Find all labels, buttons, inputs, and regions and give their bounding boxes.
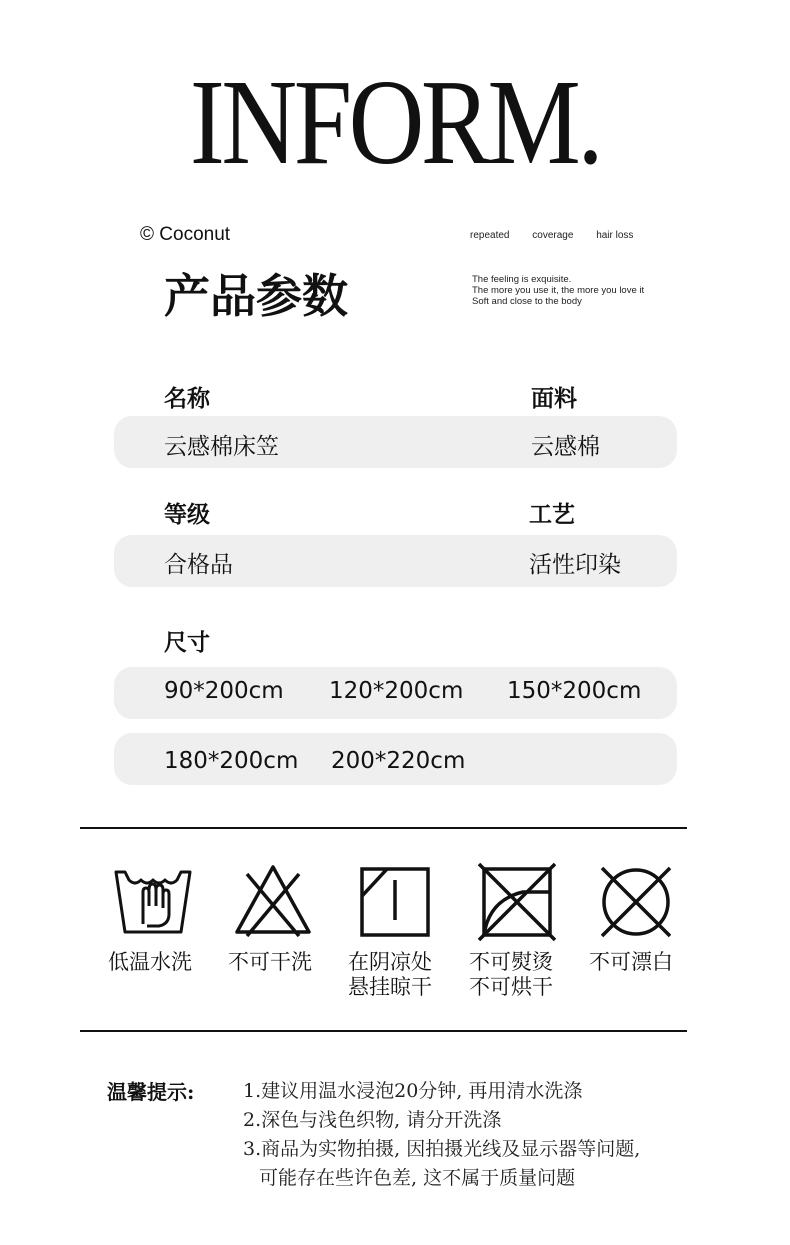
care-line: 不可干洗 xyxy=(228,950,312,974)
tip-item: 2.深色与浅色织物, 请分开洗涤 xyxy=(243,1109,502,1131)
no-dry-clean-icon xyxy=(233,862,313,942)
care-label-no-iron xyxy=(456,950,566,1000)
care-line: 不可熨烫 xyxy=(469,950,553,974)
size-option: 90*200cm xyxy=(164,678,284,704)
care-label-shade-dry xyxy=(335,950,445,1000)
grade-value: 合格品 xyxy=(164,552,233,578)
craft-value: 活性印染 xyxy=(529,552,621,578)
tip-item: 3.商品为实物拍摄, 因拍摄光线及显示器等问题, xyxy=(243,1138,641,1160)
no-bleach-icon xyxy=(596,862,676,942)
tagline xyxy=(472,274,644,307)
tip-item: 可能存在些许色差, 这不属于质量问题 xyxy=(259,1167,576,1189)
name-label: 名称 xyxy=(164,386,210,412)
fabric-value: 云感棉 xyxy=(531,434,600,460)
section-title: 产品参数 xyxy=(164,269,348,323)
care-label-no-bleach xyxy=(576,950,686,975)
tip-item: 1.建议用温水浸泡20分钟, 再用清水洗涤 xyxy=(243,1080,583,1102)
no-iron-no-tumble-icon xyxy=(477,862,557,942)
tagline-line-3: Soft and close to the body xyxy=(472,296,582,307)
tips-list xyxy=(243,1077,640,1193)
care-line: 低温水洗 xyxy=(108,950,192,974)
name-value: 云感棉床笠 xyxy=(164,434,279,460)
fabric-label: 面料 xyxy=(531,386,577,412)
tips-title: 温馨提示: xyxy=(107,1080,195,1104)
tag-list xyxy=(470,230,653,241)
hand-wash-icon xyxy=(113,862,193,942)
care-line: 悬挂晾干 xyxy=(348,975,432,999)
divider-top xyxy=(80,827,687,829)
care-line: 不可烘干 xyxy=(469,975,553,999)
brand-name: © Coconut xyxy=(140,224,231,245)
tag-coverage: coverage xyxy=(532,230,574,241)
tagline-line-1: The feeling is exquisite. xyxy=(472,274,572,285)
care-line: 在阴凉处 xyxy=(348,950,432,974)
shade-dry-icon xyxy=(355,862,435,942)
size-option: 200*220cm xyxy=(331,748,466,774)
care-label-no-dry-clean xyxy=(215,950,325,975)
size-label: 尺寸 xyxy=(164,630,210,656)
size-option: 180*200cm xyxy=(164,748,299,774)
craft-label: 工艺 xyxy=(529,502,575,528)
divider-bottom xyxy=(80,1030,687,1032)
size-option: 150*200cm xyxy=(507,678,642,704)
care-label-hand-wash xyxy=(95,950,205,975)
logo-inform: INFORM. xyxy=(189,55,601,190)
care-line: 不可漂白 xyxy=(589,950,673,974)
grade-label: 等级 xyxy=(164,502,210,528)
tagline-line-2: The more you use it, the more you love it xyxy=(472,285,645,296)
size-option: 120*200cm xyxy=(329,678,464,704)
tag-repeated: repeated xyxy=(470,230,510,241)
tag-hair-loss: hair loss xyxy=(596,230,634,241)
